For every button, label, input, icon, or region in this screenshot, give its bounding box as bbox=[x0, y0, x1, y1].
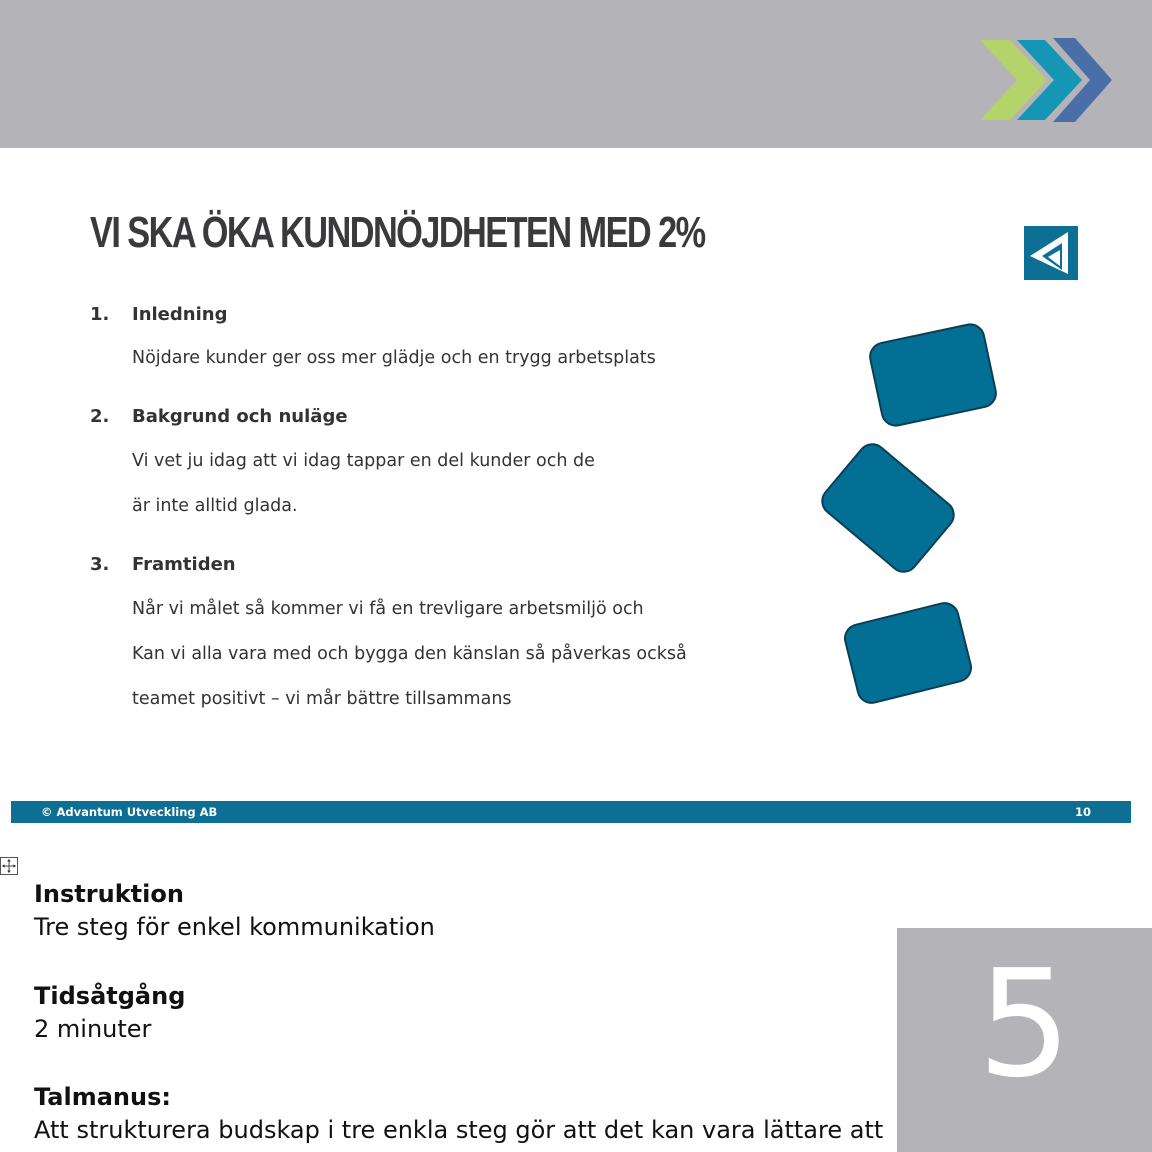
instruction-text: Tre steg för enkel kommunikation bbox=[34, 913, 435, 941]
advantum-a-logo-icon bbox=[1024, 226, 1078, 280]
instruction-label: Instruktion bbox=[34, 880, 184, 908]
section-1-line-1: Nöjdare kunder ger oss mer glädje och en trygg arbetsplats bbox=[132, 348, 656, 368]
tile-1 bbox=[868, 322, 999, 428]
page-badge-number: 5 bbox=[977, 938, 1072, 1110]
section-3-line-1: Når vi målet så kommer vi få en trevligare arbetsmiljö och bbox=[132, 599, 644, 619]
chevrons-logo-icon bbox=[975, 32, 1115, 128]
time-text: 2 minuter bbox=[34, 1015, 152, 1043]
decorative-tiles bbox=[800, 300, 1060, 740]
slide-footer bbox=[11, 801, 1131, 823]
section-2-number: 2. bbox=[90, 406, 110, 427]
section-3-heading: Framtiden bbox=[132, 554, 236, 575]
slide-title: VI SKA ÖKA KUNDNÖJDHETEN MED 2% bbox=[90, 208, 705, 257]
section-2-heading: Bakgrund och nuläge bbox=[132, 406, 348, 427]
section-3-line-2: Kan vi alla vara med och bygga den känslan så påverkas också bbox=[132, 644, 687, 664]
tile-2 bbox=[817, 439, 960, 578]
section-2-line-1: Vi vet ju idag att vi idag tappar en del kunder och de bbox=[132, 451, 595, 471]
section-1-number: 1. bbox=[90, 304, 110, 325]
time-label: Tidsåtgång bbox=[34, 982, 186, 1010]
script-label: Talmanus: bbox=[34, 1083, 171, 1111]
move-handle-icon[interactable] bbox=[0, 857, 18, 875]
footer-copyright: © Advantum Utveckling AB bbox=[41, 805, 218, 819]
section-2-line-2: är inte alltid glada. bbox=[132, 496, 298, 516]
section-3-line-3: teamet positivt – vi mår bättre tillsammans bbox=[132, 689, 512, 709]
footer-page-number: 10 bbox=[1074, 805, 1091, 819]
section-3-number: 3. bbox=[90, 554, 110, 575]
section-1-heading: Inledning bbox=[132, 304, 228, 325]
page-number-badge bbox=[897, 928, 1152, 1152]
tile-3 bbox=[842, 600, 974, 706]
script-text: Att strukturera budskap i tre enkla steg gör att det kan vara lättare att bbox=[34, 1116, 884, 1144]
